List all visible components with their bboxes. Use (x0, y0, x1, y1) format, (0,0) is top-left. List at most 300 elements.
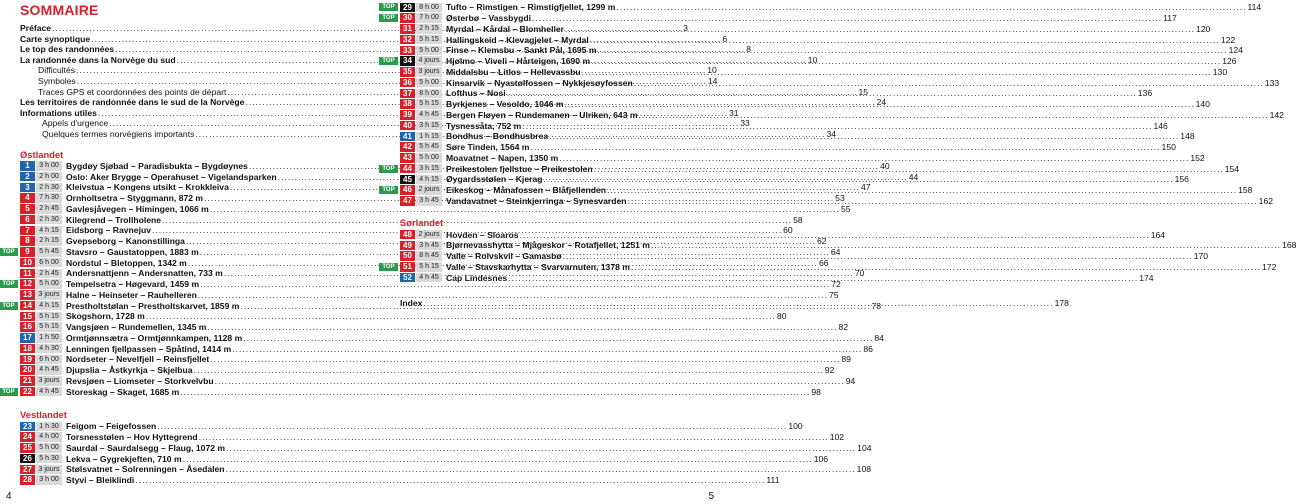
toc-entry-page: 24 (876, 97, 887, 108)
duration-badge: 3 h 45 (416, 241, 442, 251)
leader-dots (563, 251, 1193, 261)
route-name: Kinsarvik – Nyastølfossen – Nykkjesøyfossen (446, 77, 633, 88)
route-name: Tysnessåta, 752 m (446, 120, 522, 131)
route-page: 172 (1262, 261, 1277, 272)
top-badge: TOP (0, 302, 18, 310)
route-row[interactable] (20, 365, 835, 376)
route-page: 126 (1222, 56, 1237, 67)
leader-dots (423, 298, 1053, 309)
route-name: Tufto – Rimstigen – Rimstigfjellet, 1299 m (446, 2, 616, 13)
top-badge-placeholder (0, 291, 18, 299)
top-badge-placeholder (379, 36, 398, 44)
route-number-badge: 42 (400, 142, 415, 152)
toc-entry-page: 8 (746, 44, 751, 55)
route-page: 152 (1190, 152, 1205, 163)
route-name: Saurdal – Saurdalsegg – Flaug, 1072 m (66, 442, 226, 453)
route-row[interactable] (20, 375, 856, 387)
route-number-badge: 37 (400, 89, 415, 99)
route-name: Vangsjøen – Rundemellen, 1345 m (66, 322, 207, 333)
top-badge: TOP (0, 388, 18, 396)
route-number-badge: 10 (20, 258, 35, 268)
duration-badge: 2 jours (416, 230, 442, 240)
leader-dots (639, 107, 1269, 120)
route-name: Hovden – Sloaros (446, 229, 519, 240)
route-row[interactable] (382, 13, 1177, 24)
route-name: Cap Lindesnes (446, 272, 508, 283)
top-badge-placeholder (379, 252, 398, 260)
duration-badge: 6 h 00 (36, 258, 62, 268)
route-number-badge: 7 (20, 226, 35, 236)
toc-entry-page: 6 (722, 33, 728, 44)
route-row[interactable] (2, 386, 821, 397)
route-name: Revsjøen – Liomseter – Storkvelvbu (66, 375, 214, 386)
route-page: 47 (860, 182, 871, 193)
route-number-badge: 30 (400, 13, 415, 23)
leader-dots (565, 24, 1195, 34)
top-badge-placeholder (0, 323, 18, 331)
route-name: Halne – Heinseter – Rauhelleren (66, 289, 197, 300)
route-name: Prestholtstølan – Prestholtskarvet, 1859 m (66, 300, 240, 311)
duration-badge: 2 h 00 (36, 172, 62, 182)
duration-badge: 3 h 15 (416, 121, 442, 131)
route-row[interactable] (400, 66, 1228, 78)
toc-entry-title: La randonnée dans la Norvège du sud (20, 54, 176, 65)
leader-dots (565, 99, 1195, 109)
duration-badge: 5 h 45 (36, 247, 62, 257)
route-page: 130 (1212, 66, 1228, 77)
route-name: Bygdøy Sjøbad – Paradisbukta – Bygdøynes (66, 160, 248, 171)
route-page: 55 (840, 203, 851, 214)
route-number-badge: 26 (20, 454, 35, 464)
leader-dots (549, 128, 1179, 141)
route-page: 117 (1163, 13, 1177, 24)
route-number-badge: 4 (20, 193, 35, 203)
duration-badge: 3 h 00 (36, 161, 62, 171)
route-name: Ormtjønnsætra – Ormtjønnkampen, 1128 m (66, 332, 243, 343)
leader-dots (508, 273, 1138, 283)
route-page: 92 (824, 365, 835, 376)
top-badge-placeholder (0, 237, 18, 245)
route-page: 150 (1161, 142, 1176, 153)
top-badge-placeholder (379, 175, 398, 183)
duration-badge: 5 h 45 (416, 142, 442, 152)
route-number-badge: 3 (20, 183, 35, 193)
route-name: Østerbø – Vassbygdi (446, 13, 532, 24)
route-row[interactable] (20, 354, 851, 365)
route-name: Preikestolen fjellstue – Preikestolen (446, 163, 593, 174)
route-page: 174 (1139, 272, 1154, 283)
toc-entry-title: Informations utiles (20, 107, 97, 118)
top-badge-placeholder (0, 465, 18, 473)
duration-badge: 2 h 30 (36, 183, 62, 193)
route-number-badge: 13 (20, 290, 35, 300)
top-badge: TOP (379, 14, 398, 22)
route-page: 66 (818, 257, 829, 268)
route-page: 82 (838, 322, 849, 333)
route-number-badge: 5 (20, 204, 35, 214)
leader-dots (597, 45, 1227, 55)
route-number-badge: 9 (20, 247, 35, 257)
route-page: 53 (835, 193, 845, 204)
top-badge: TOP (379, 263, 398, 271)
route-page: 140 (1195, 99, 1210, 110)
route-name: Lenningen fjellpassen – Spåtind, 1414 m (66, 343, 232, 354)
duration-badge: 5 h 00 (416, 153, 442, 163)
duration-badge: 7 h 00 (416, 13, 442, 23)
route-row[interactable] (20, 311, 787, 322)
duration-badge: 5 h 15 (416, 35, 442, 45)
duration-badge: 2 h 30 (36, 215, 62, 225)
route-row[interactable] (20, 442, 872, 454)
route-number-badge: 44 (400, 164, 415, 174)
route-page: 168 (1282, 240, 1296, 251)
route-name: Eikeskog – Månafossen – Blåfjellenden (446, 185, 606, 196)
duration-badge: 5 h 30 (36, 454, 62, 464)
route-row[interactable] (2, 279, 841, 290)
leader-dots (530, 142, 1160, 152)
route-number-badge: 32 (400, 35, 415, 45)
duration-badge: 2 h 45 (36, 204, 62, 214)
route-page: 164 (1150, 229, 1166, 240)
duration-badge: 5 h 15 (416, 99, 442, 109)
duration-badge: 3 h 15 (416, 164, 442, 174)
top-badge-placeholder (0, 433, 18, 441)
leader-dots (607, 185, 1237, 195)
route-page: 106 (813, 453, 829, 464)
top-badge-placeholder (0, 334, 18, 342)
top-badge-placeholder (379, 274, 398, 282)
top-badge-placeholder (379, 122, 398, 130)
duration-badge: 5 h 00 (36, 279, 62, 289)
toc-entry-page: 3 (683, 23, 688, 33)
toc-entry-title: Préface (20, 23, 52, 33)
route-page: 78 (871, 300, 882, 311)
duration-badge: 4 h 15 (36, 226, 62, 236)
duration-badge: 8 h 00 (416, 3, 442, 13)
toc-entry-title: Difficultés (38, 65, 76, 76)
route-name: Lekva – Gygrekjeften, 710 m (66, 453, 182, 464)
duration-badge: 4 h 45 (416, 110, 442, 120)
route-number-badge: 38 (400, 99, 415, 109)
duration-badge: 8 h 45 (416, 251, 442, 261)
toc-entry-title: Index (400, 298, 423, 308)
top-badge-placeholder (379, 231, 398, 239)
duration-badge: 3 h 00 (36, 475, 62, 485)
route-name: Hjølmo – Viveli – Hårteigen, 1690 m (446, 56, 591, 67)
route-row[interactable] (400, 152, 1205, 164)
toc-entry-title: Quelques termes norvégiens importants (42, 128, 195, 139)
route-row[interactable] (400, 34, 1236, 45)
route-name: Feigom – Feigefossen (66, 421, 157, 432)
duration-badge: 7 h 30 (36, 193, 62, 203)
route-name: Styvi – Bleiklindi (66, 475, 135, 486)
route-name: Byrkjenes – Vesoldo, 1046 m (446, 99, 564, 110)
route-name: Kilegrend – Trollholene (66, 214, 162, 225)
route-name: Bjørnevasshytta – Mjågeskor – Rotafjellet, 1251 m (446, 240, 650, 251)
route-name: Vandavatnet – Steinkjerringa – Synesvarden (446, 195, 627, 206)
toc-entry-title: Appels d'urgence (42, 118, 109, 129)
route-name: Nordseter – Nevelfjell – Reinsfjellet (66, 354, 210, 365)
top-badge-placeholder (379, 68, 398, 76)
duration-badge: 4 jours (416, 56, 442, 66)
region-title-vestlandet: Vestlandet (20, 409, 67, 421)
route-number-badge: 1 (20, 161, 35, 171)
route-number-badge: 40 (400, 121, 415, 131)
route-number-badge: 51 (400, 262, 415, 272)
route-number-badge: 28 (20, 475, 35, 485)
route-page: 40 (880, 160, 890, 171)
top-badge-placeholder (0, 355, 18, 363)
leader-dots (522, 121, 1152, 131)
route-name: Torsnesstølen – Hov Hyttegrend (66, 432, 198, 443)
toc-entry-page: 14 (707, 75, 718, 86)
duration-badge: 4 h 15 (36, 301, 62, 311)
route-row[interactable] (20, 332, 884, 344)
route-page: 84 (874, 332, 884, 343)
duration-badge: 5 h 15 (416, 262, 442, 272)
route-name: Valle – Rolvskvil – Gamasbø (446, 251, 562, 262)
top-badge: TOP (379, 3, 398, 11)
route-number-badge: 35 (400, 67, 415, 77)
route-number-badge: 2 (20, 172, 35, 182)
route-row[interactable] (20, 432, 845, 443)
top-badge-placeholder (379, 132, 398, 140)
route-name: Øygardsstølen – Kjerag (446, 174, 543, 185)
route-page: 136 (1137, 88, 1153, 99)
route-name: Tempelsetra – Høgevard, 1459 m (66, 279, 200, 290)
route-page: 158 (1238, 185, 1253, 196)
route-page: 142 (1269, 109, 1284, 120)
route-number-badge: 48 (400, 230, 415, 240)
leader-dots (559, 153, 1189, 163)
top-badge-placeholder (379, 25, 398, 33)
toc-entry-page: 34 (826, 128, 837, 139)
route-page: 70 (854, 268, 865, 279)
top-badge-placeholder (379, 89, 398, 97)
route-number-badge: 47 (400, 196, 415, 206)
route-name: Andersnattjenn – Andersnatten, 733 m (66, 268, 223, 279)
route-row[interactable] (20, 203, 851, 215)
top-badge-placeholder (379, 46, 398, 54)
route-row[interactable] (20, 289, 839, 301)
top-badge: TOP (379, 186, 398, 194)
toc-entry-page: 15 (858, 86, 869, 97)
route-number-badge: 8 (20, 236, 35, 246)
route-page: 75 (828, 289, 839, 300)
top-badge: TOP (0, 248, 18, 256)
route-row[interactable] (400, 142, 1176, 153)
top-badge-placeholder (0, 444, 18, 452)
route-page: 111 (766, 475, 780, 486)
toc-entry-page: 10 (707, 65, 717, 76)
leader-dots (634, 75, 1264, 88)
leader-dots (631, 262, 1261, 272)
top-badge-placeholder (0, 422, 18, 430)
route-name: Finse – Klemsbu – Sankt Pål, 1695 m (446, 45, 597, 56)
route-number-badge: 25 (20, 443, 35, 453)
route-page: 108 (856, 464, 872, 475)
duration-badge: 6 h 00 (36, 355, 62, 365)
top-badge-placeholder (379, 143, 398, 151)
top-badge-placeholder (0, 162, 18, 170)
toc-entry-index[interactable] (400, 298, 1069, 309)
route-number-badge: 6 (20, 215, 35, 225)
duration-badge: 3 jours (36, 376, 62, 386)
route-page: 62 (817, 236, 827, 247)
route-name: Søre Tinden, 1564 m (446, 142, 530, 153)
duration-badge: 8 h 00 (416, 89, 442, 99)
route-number-badge: 52 (400, 273, 415, 283)
route-name: Lofthus – Nosi (446, 88, 506, 99)
route-number-badge: 18 (20, 344, 35, 354)
duration-badge: 5 h 15 (36, 312, 62, 322)
leader-dots (582, 67, 1212, 77)
top-badge-placeholder (0, 312, 18, 320)
top-badge-placeholder (379, 197, 398, 205)
duration-badge: 5 h 00 (416, 78, 442, 88)
duration-badge: 4 h 00 (36, 432, 62, 442)
toc-entry-title: Traces GPS et coordonnées des points de départ (38, 86, 227, 97)
route-page: 104 (857, 442, 872, 453)
route-number-badge: 50 (400, 251, 415, 261)
top-badge-placeholder (0, 476, 18, 484)
top-badge-placeholder (0, 345, 18, 353)
route-name: Djupslia – Åstkyrkja – Skjelbua (66, 365, 193, 376)
route-page: 94 (845, 375, 856, 386)
duration-badge: 5 h 00 (36, 443, 62, 453)
toc-entry-title: Les territoires de randonnée dans le sud de la Norvège (20, 97, 245, 108)
route-number-badge: 46 (400, 185, 415, 195)
top-badge-placeholder (379, 79, 398, 87)
duration-badge: 2 jours (416, 185, 442, 195)
route-row[interactable] (20, 453, 829, 464)
leader-dots (543, 171, 1173, 184)
route-name: Hallingskeid – Klevagjelet – Myrdal (446, 34, 589, 45)
leader-dots (651, 240, 1281, 250)
route-row[interactable] (382, 2, 1262, 13)
route-number-badge: 23 (20, 422, 35, 432)
region-title-ostlandet: Østlandet (20, 148, 64, 160)
page-number-left: 4 (6, 491, 12, 502)
top-badge-placeholder (379, 241, 398, 249)
route-number-badge: 33 (400, 46, 415, 56)
route-name: Stølsvatnet – Solrenningen – Åsedalen (66, 464, 225, 475)
route-number-badge: 49 (400, 241, 415, 251)
route-number-badge: 45 (400, 175, 415, 185)
leader-dots (591, 56, 1221, 66)
duration-badge: 1 h 50 (36, 333, 62, 343)
top-badge: TOP (379, 165, 398, 173)
route-row[interactable] (20, 322, 849, 333)
route-name: Gavlesjåvegen – Himingen, 1066 m (66, 203, 209, 214)
leader-dots (520, 230, 1150, 240)
route-name: Myrdal – Kårdal – Blomheller (446, 23, 564, 34)
route-list-vestlandet-left (20, 421, 872, 486)
route-page: 86 (863, 343, 873, 354)
route-number-badge: 14 (20, 301, 35, 311)
route-page: 114 (1247, 2, 1262, 13)
route-number-badge: 36 (400, 78, 415, 88)
route-list-vestlandet-right (382, 2, 1284, 206)
route-page: 58 (793, 214, 803, 225)
route-number-badge: 21 (20, 376, 35, 386)
route-row[interactable] (400, 77, 1280, 88)
route-number-badge: 43 (400, 153, 415, 163)
route-number-badge: 22 (20, 387, 35, 397)
top-badge: TOP (0, 280, 18, 288)
top-badge-placeholder (0, 377, 18, 385)
toc-entry-page: 178 (1054, 298, 1069, 308)
toc-entry-page: 31 (728, 107, 739, 118)
top-badge-placeholder (379, 111, 398, 119)
top-badge-placeholder (0, 259, 18, 267)
route-name: Nordstul – Bletoppen, 1342 m (66, 257, 187, 268)
route-page: 102 (829, 432, 845, 443)
route-name: Storeskag – Skaget, 1685 m (66, 386, 180, 397)
top-badge-placeholder (0, 455, 18, 463)
route-row[interactable] (20, 475, 780, 486)
route-page: 124 (1228, 45, 1243, 56)
route-name: Moavatnet – Napen, 1350 m (446, 152, 559, 163)
toc-entry-title: Symboles (38, 75, 76, 86)
route-name: Eidsborg – Ravnejuv (66, 225, 152, 236)
leader-dots (628, 196, 1258, 206)
duration-badge: 3 jours (416, 67, 442, 77)
duration-badge: 4 h 45 (416, 273, 442, 283)
leader-dots (616, 2, 1246, 12)
top-badge-placeholder (0, 183, 18, 191)
route-number-badge: 11 (20, 269, 35, 279)
route-name: Oslo: Aker Brygge – Operahuset – Vigelandsparken (66, 171, 277, 182)
page-title: SOMMAIRE (20, 2, 99, 18)
leader-dots (507, 88, 1137, 98)
duration-badge: 1 h 15 (416, 132, 442, 142)
route-page: 154 (1224, 163, 1240, 174)
top-badge-placeholder (0, 226, 18, 234)
route-page: 100 (788, 421, 803, 432)
route-number-badge: 29 (400, 3, 415, 13)
route-row[interactable] (20, 464, 872, 475)
route-page: 122 (1220, 34, 1236, 45)
route-name: Ornholtsetra – Styggmann, 872 m (66, 193, 204, 204)
route-number-badge: 19 (20, 355, 35, 365)
route-name: Stavsro – Gaustatoppen, 1883 m (66, 246, 199, 257)
route-page: 98 (811, 386, 821, 397)
route-page: 60 (783, 225, 793, 236)
duration-badge: 3 h 45 (416, 196, 442, 206)
route-page: 120 (1196, 23, 1211, 34)
region-title-sorlandet: Sørlandet (400, 217, 444, 229)
route-page: 89 (841, 354, 851, 365)
route-number-badge: 31 (400, 24, 415, 34)
route-row[interactable] (20, 421, 803, 432)
route-number-badge: 12 (20, 279, 35, 289)
top-badge-placeholder (379, 100, 398, 108)
route-row[interactable] (20, 343, 873, 354)
duration-badge: 2 h 45 (36, 269, 62, 279)
duration-badge: 3 jours (36, 290, 62, 300)
route-row[interactable] (400, 45, 1243, 56)
route-page: 162 (1258, 195, 1274, 206)
route-name: Skogshorn, 1728 m (66, 311, 145, 322)
leader-dots (532, 13, 1162, 23)
toc-entry-page: 10 (807, 54, 818, 65)
leader-dots (594, 164, 1224, 174)
route-number-badge: 17 (20, 333, 35, 343)
route-number-badge: 27 (20, 465, 35, 475)
route-row[interactable] (400, 23, 1211, 35)
route-number-badge: 39 (400, 110, 415, 120)
